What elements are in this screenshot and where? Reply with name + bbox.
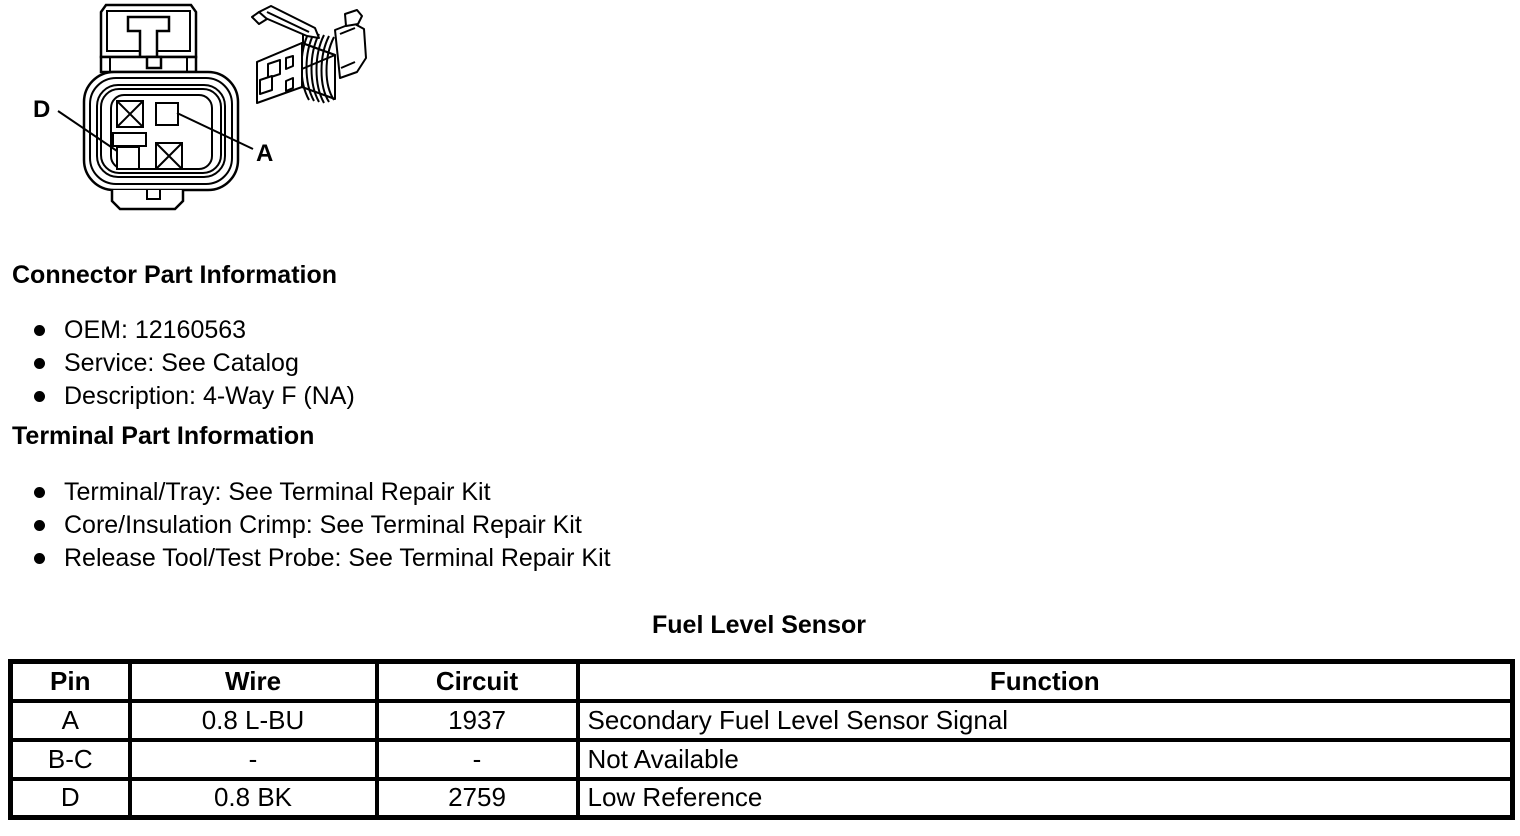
- connector-part-info-list: [34, 314, 355, 413]
- list-item-terminal-tray: Terminal/Tray: See Terminal Repair Kit: [34, 476, 611, 509]
- cell-pin: D: [11, 779, 130, 818]
- connector-front-view-diagram: [0, 0, 400, 240]
- table-row: [11, 701, 1513, 740]
- table-row: [11, 779, 1513, 818]
- list-item-service: Service: See Catalog: [34, 347, 355, 380]
- column-header-pin: Pin: [11, 662, 130, 701]
- cell-pin: A: [11, 701, 130, 740]
- cell-wire: 0.8 BK: [130, 779, 377, 818]
- cell-wire: -: [130, 740, 377, 779]
- cell-circuit: -: [377, 740, 578, 779]
- connector-part-information-heading: Connector Part Information: [12, 261, 338, 289]
- column-header-wire: Wire: [130, 662, 377, 701]
- pin-label-a: A: [256, 140, 274, 167]
- list-item-oem: OEM: 12160563: [34, 314, 355, 347]
- connector-diagram: [0, 0, 400, 240]
- terminal-part-info-list: [34, 476, 611, 575]
- column-header-circuit: Circuit: [377, 662, 578, 701]
- cell-pin: B-C: [11, 740, 130, 779]
- cell-wire: 0.8 L-BU: [130, 701, 377, 740]
- connector-side-view-diagram: [252, 6, 366, 103]
- list-item-description: Description: 4-Way F (NA): [34, 380, 355, 413]
- pin-label-d: D: [33, 96, 51, 123]
- table-title: Fuel Level Sensor: [652, 611, 866, 639]
- pinout-table: [8, 659, 1515, 820]
- cell-circuit: 2759: [377, 779, 578, 818]
- table-row: [11, 740, 1513, 779]
- cell-function: Low Reference: [578, 779, 1513, 818]
- table-header-row: [11, 662, 1513, 701]
- list-item-core-insulation: Core/Insulation Crimp: See Terminal Repair Kit: [34, 509, 611, 542]
- column-header-function: Function: [578, 662, 1513, 701]
- cell-function: Secondary Fuel Level Sensor Signal: [578, 701, 1513, 740]
- cell-circuit: 1937: [377, 701, 578, 740]
- terminal-part-information-heading: Terminal Part Information: [12, 422, 315, 450]
- cell-function: Not Available: [578, 740, 1513, 779]
- list-item-release-tool: Release Tool/Test Probe: See Terminal Repair Kit: [34, 542, 611, 575]
